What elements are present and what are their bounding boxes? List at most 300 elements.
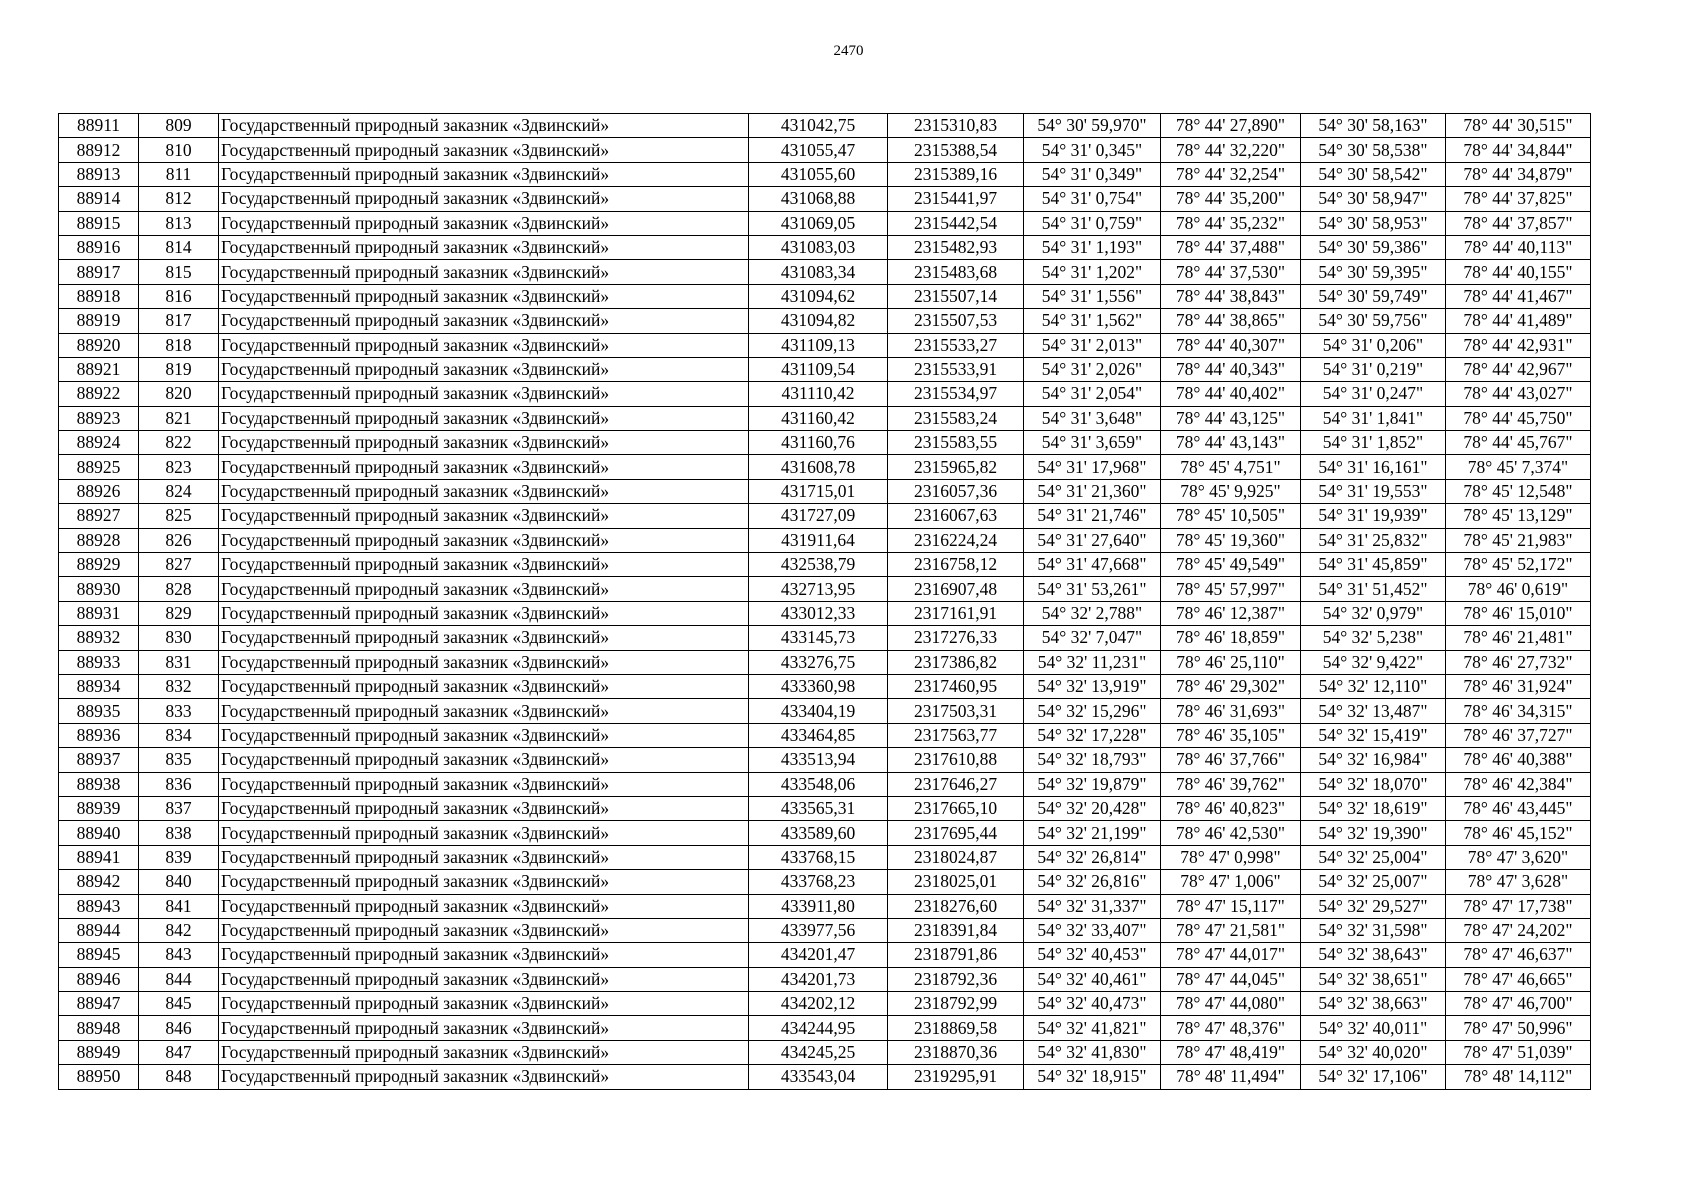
point-number-cell: 839 [139, 845, 219, 869]
table-row [59, 1065, 1591, 1089]
latitude-1-cell: 54° 31' 1,562" [1024, 309, 1161, 333]
table-row [59, 626, 1591, 650]
row-number-cell: 88921 [59, 357, 139, 381]
longitude-1-cell: 78° 44' 35,200" [1161, 187, 1301, 211]
latitude-1-cell: 54° 32' 13,919" [1024, 674, 1161, 698]
longitude-2-cell: 78° 44' 34,879" [1446, 162, 1591, 186]
latitude-2-cell: 54° 32' 19,390" [1301, 821, 1446, 845]
table-row [59, 235, 1591, 259]
longitude-1-cell: 78° 44' 32,220" [1161, 138, 1301, 162]
coord-x-cell: 431608,78 [749, 455, 888, 479]
longitude-1-cell: 78° 44' 40,402" [1161, 382, 1301, 406]
coord-x-cell: 432538,79 [749, 553, 888, 577]
point-number-cell: 810 [139, 138, 219, 162]
latitude-2-cell: 54° 30' 59,749" [1301, 284, 1446, 308]
longitude-2-cell: 78° 46' 43,445" [1446, 796, 1591, 820]
latitude-2-cell: 54° 30' 59,756" [1301, 309, 1446, 333]
table-row [59, 504, 1591, 528]
territory-name-cell: Государственный природный заказник «Здвинский» [219, 748, 749, 772]
coord-x-cell: 431068,88 [749, 187, 888, 211]
latitude-1-cell: 54° 32' 33,407" [1024, 918, 1161, 942]
coord-y-cell: 2315965,82 [888, 455, 1024, 479]
coord-y-cell: 2318792,99 [888, 992, 1024, 1016]
coord-x-cell: 431042,75 [749, 114, 888, 138]
coord-y-cell: 2318276,60 [888, 894, 1024, 918]
territory-name-cell: Государственный природный заказник «Здвинский» [219, 528, 749, 552]
latitude-2-cell: 54° 31' 0,206" [1301, 333, 1446, 357]
longitude-2-cell: 78° 46' 37,727" [1446, 723, 1591, 747]
point-number-cell: 811 [139, 162, 219, 186]
latitude-1-cell: 54° 32' 26,816" [1024, 870, 1161, 894]
row-number-cell: 88950 [59, 1065, 139, 1089]
coord-x-cell: 431094,82 [749, 309, 888, 333]
row-number-cell: 88924 [59, 431, 139, 455]
table-row [59, 699, 1591, 723]
table-row [59, 821, 1591, 845]
territory-name-cell: Государственный природный заказник «Здвинский» [219, 796, 749, 820]
latitude-1-cell: 54° 32' 18,793" [1024, 748, 1161, 772]
coord-x-cell: 433589,60 [749, 821, 888, 845]
table-row [59, 260, 1591, 284]
table-row [59, 894, 1591, 918]
longitude-2-cell: 78° 44' 37,857" [1446, 211, 1591, 235]
table-row [59, 772, 1591, 796]
longitude-1-cell: 78° 44' 37,530" [1161, 260, 1301, 284]
latitude-1-cell: 54° 31' 1,193" [1024, 235, 1161, 259]
table-row [59, 284, 1591, 308]
latitude-2-cell: 54° 32' 29,527" [1301, 894, 1446, 918]
longitude-2-cell: 78° 44' 42,931" [1446, 333, 1591, 357]
row-number-cell: 88917 [59, 260, 139, 284]
latitude-2-cell: 54° 31' 0,219" [1301, 357, 1446, 381]
latitude-1-cell: 54° 32' 40,453" [1024, 943, 1161, 967]
longitude-2-cell: 78° 44' 45,750" [1446, 406, 1591, 430]
row-number-cell: 88925 [59, 455, 139, 479]
latitude-1-cell: 54° 31' 3,648" [1024, 406, 1161, 430]
point-number-cell: 813 [139, 211, 219, 235]
coord-y-cell: 2318870,36 [888, 1040, 1024, 1064]
latitude-2-cell: 54° 31' 19,939" [1301, 504, 1446, 528]
territory-name-cell: Государственный природный заказник «Здвинский» [219, 1040, 749, 1064]
table-row [59, 967, 1591, 991]
latitude-1-cell: 54° 31' 53,261" [1024, 577, 1161, 601]
longitude-1-cell: 78° 44' 43,143" [1161, 431, 1301, 455]
table-row [59, 406, 1591, 430]
point-number-cell: 828 [139, 577, 219, 601]
table-row [59, 943, 1591, 967]
row-number-cell: 88914 [59, 187, 139, 211]
latitude-1-cell: 54° 32' 41,821" [1024, 1016, 1161, 1040]
longitude-2-cell: 78° 47' 50,996" [1446, 1016, 1591, 1040]
coord-y-cell: 2315583,24 [888, 406, 1024, 430]
table-row [59, 162, 1591, 186]
row-number-cell: 88912 [59, 138, 139, 162]
table-row [59, 114, 1591, 138]
longitude-2-cell: 78° 48' 14,112" [1446, 1065, 1591, 1089]
table-row [59, 138, 1591, 162]
latitude-1-cell: 54° 31' 21,746" [1024, 504, 1161, 528]
longitude-1-cell: 78° 46' 39,762" [1161, 772, 1301, 796]
longitude-1-cell: 78° 46' 12,387" [1161, 601, 1301, 625]
coord-x-cell: 431109,54 [749, 357, 888, 381]
territory-name-cell: Государственный природный заказник «Здвинский» [219, 162, 749, 186]
coord-y-cell: 2315482,93 [888, 235, 1024, 259]
longitude-2-cell: 78° 47' 46,700" [1446, 992, 1591, 1016]
coord-x-cell: 433768,23 [749, 870, 888, 894]
latitude-2-cell: 54° 30' 59,386" [1301, 235, 1446, 259]
longitude-2-cell: 78° 47' 3,620" [1446, 845, 1591, 869]
coord-y-cell: 2315483,68 [888, 260, 1024, 284]
longitude-1-cell: 78° 47' 48,376" [1161, 1016, 1301, 1040]
point-number-cell: 848 [139, 1065, 219, 1089]
point-number-cell: 827 [139, 553, 219, 577]
longitude-2-cell: 78° 44' 40,155" [1446, 260, 1591, 284]
longitude-2-cell: 78° 45' 12,548" [1446, 479, 1591, 503]
latitude-2-cell: 54° 32' 40,011" [1301, 1016, 1446, 1040]
longitude-2-cell: 78° 44' 34,844" [1446, 138, 1591, 162]
longitude-1-cell: 78° 47' 44,045" [1161, 967, 1301, 991]
table-row [59, 479, 1591, 503]
longitude-1-cell: 78° 47' 21,581" [1161, 918, 1301, 942]
point-number-cell: 836 [139, 772, 219, 796]
point-number-cell: 837 [139, 796, 219, 820]
coord-y-cell: 2317386,82 [888, 650, 1024, 674]
coord-y-cell: 2317563,77 [888, 723, 1024, 747]
longitude-1-cell: 78° 46' 35,105" [1161, 723, 1301, 747]
point-number-cell: 812 [139, 187, 219, 211]
latitude-2-cell: 54° 32' 5,238" [1301, 626, 1446, 650]
point-number-cell: 820 [139, 382, 219, 406]
coord-y-cell: 2316057,36 [888, 479, 1024, 503]
row-number-cell: 88927 [59, 504, 139, 528]
latitude-1-cell: 54° 32' 21,199" [1024, 821, 1161, 845]
latitude-2-cell: 54° 32' 15,419" [1301, 723, 1446, 747]
territory-name-cell: Государственный природный заказник «Здвинский» [219, 870, 749, 894]
longitude-1-cell: 78° 46' 29,302" [1161, 674, 1301, 698]
coord-x-cell: 432713,95 [749, 577, 888, 601]
point-number-cell: 815 [139, 260, 219, 284]
coord-y-cell: 2315507,53 [888, 309, 1024, 333]
row-number-cell: 88913 [59, 162, 139, 186]
territory-name-cell: Государственный природный заказник «Здвинский» [219, 723, 749, 747]
territory-name-cell: Государственный природный заказник «Здвинский» [219, 577, 749, 601]
row-number-cell: 88915 [59, 211, 139, 235]
latitude-1-cell: 54° 32' 40,473" [1024, 992, 1161, 1016]
latitude-2-cell: 54° 32' 38,663" [1301, 992, 1446, 1016]
longitude-1-cell: 78° 46' 42,530" [1161, 821, 1301, 845]
territory-name-cell: Государственный природный заказник «Здвинский» [219, 626, 749, 650]
coord-y-cell: 2318792,36 [888, 967, 1024, 991]
latitude-1-cell: 54° 31' 0,754" [1024, 187, 1161, 211]
latitude-1-cell: 54° 31' 2,054" [1024, 382, 1161, 406]
territory-name-cell: Государственный природный заказник «Здвинский» [219, 357, 749, 381]
coord-x-cell: 433360,98 [749, 674, 888, 698]
coord-x-cell: 431160,42 [749, 406, 888, 430]
longitude-2-cell: 78° 44' 30,515" [1446, 114, 1591, 138]
longitude-1-cell: 78° 47' 15,117" [1161, 894, 1301, 918]
latitude-2-cell: 54° 31' 0,247" [1301, 382, 1446, 406]
coord-y-cell: 2315389,16 [888, 162, 1024, 186]
longitude-1-cell: 78° 44' 38,843" [1161, 284, 1301, 308]
longitude-2-cell: 78° 46' 40,388" [1446, 748, 1591, 772]
coord-y-cell: 2318791,86 [888, 943, 1024, 967]
row-number-cell: 88945 [59, 943, 139, 967]
coord-y-cell: 2318025,01 [888, 870, 1024, 894]
row-number-cell: 88943 [59, 894, 139, 918]
coord-x-cell: 431055,60 [749, 162, 888, 186]
territory-name-cell: Государственный природный заказник «Здвинский» [219, 504, 749, 528]
latitude-1-cell: 54° 32' 11,231" [1024, 650, 1161, 674]
point-number-cell: 833 [139, 699, 219, 723]
latitude-2-cell: 54° 32' 0,979" [1301, 601, 1446, 625]
territory-name-cell: Государственный природный заказник «Здвинский» [219, 772, 749, 796]
coord-y-cell: 2315507,14 [888, 284, 1024, 308]
point-number-cell: 843 [139, 943, 219, 967]
row-number-cell: 88937 [59, 748, 139, 772]
coord-y-cell: 2317161,91 [888, 601, 1024, 625]
latitude-1-cell: 54° 32' 17,228" [1024, 723, 1161, 747]
table-row [59, 723, 1591, 747]
table-body [59, 114, 1591, 1090]
latitude-2-cell: 54° 32' 25,007" [1301, 870, 1446, 894]
latitude-1-cell: 54° 32' 18,915" [1024, 1065, 1161, 1089]
coord-y-cell: 2317610,88 [888, 748, 1024, 772]
longitude-1-cell: 78° 46' 31,693" [1161, 699, 1301, 723]
latitude-2-cell: 54° 31' 51,452" [1301, 577, 1446, 601]
table-row [59, 992, 1591, 1016]
coord-x-cell: 431110,42 [749, 382, 888, 406]
table-row [59, 601, 1591, 625]
point-number-cell: 840 [139, 870, 219, 894]
latitude-1-cell: 54° 31' 47,668" [1024, 553, 1161, 577]
latitude-1-cell: 54° 32' 40,461" [1024, 967, 1161, 991]
coord-x-cell: 431094,62 [749, 284, 888, 308]
longitude-1-cell: 78° 44' 40,307" [1161, 333, 1301, 357]
coord-y-cell: 2315388,54 [888, 138, 1024, 162]
point-number-cell: 817 [139, 309, 219, 333]
longitude-2-cell: 78° 45' 13,129" [1446, 504, 1591, 528]
row-number-cell: 88941 [59, 845, 139, 869]
longitude-1-cell: 78° 46' 25,110" [1161, 650, 1301, 674]
longitude-1-cell: 78° 44' 38,865" [1161, 309, 1301, 333]
latitude-1-cell: 54° 32' 20,428" [1024, 796, 1161, 820]
latitude-2-cell: 54° 32' 18,619" [1301, 796, 1446, 820]
longitude-2-cell: 78° 46' 15,010" [1446, 601, 1591, 625]
territory-name-cell: Государственный природный заказник «Здвинский» [219, 455, 749, 479]
latitude-2-cell: 54° 31' 1,852" [1301, 431, 1446, 455]
longitude-1-cell: 78° 47' 44,080" [1161, 992, 1301, 1016]
longitude-2-cell: 78° 44' 45,767" [1446, 431, 1591, 455]
longitude-2-cell: 78° 47' 51,039" [1446, 1040, 1591, 1064]
point-number-cell: 826 [139, 528, 219, 552]
latitude-1-cell: 54° 30' 59,970" [1024, 114, 1161, 138]
territory-name-cell: Государственный природный заказник «Здвинский» [219, 967, 749, 991]
coord-y-cell: 2317665,10 [888, 796, 1024, 820]
coord-y-cell: 2316758,12 [888, 553, 1024, 577]
coord-y-cell: 2318024,87 [888, 845, 1024, 869]
row-number-cell: 88942 [59, 870, 139, 894]
territory-name-cell: Государственный природный заказник «Здвинский» [219, 1065, 749, 1089]
longitude-1-cell: 78° 47' 44,017" [1161, 943, 1301, 967]
longitude-2-cell: 78° 45' 7,374" [1446, 455, 1591, 479]
longitude-1-cell: 78° 45' 10,505" [1161, 504, 1301, 528]
territory-name-cell: Государственный природный заказник «Здвинский» [219, 309, 749, 333]
territory-name-cell: Государственный природный заказник «Здвинский» [219, 943, 749, 967]
row-number-cell: 88922 [59, 382, 139, 406]
latitude-2-cell: 54° 31' 25,832" [1301, 528, 1446, 552]
coord-y-cell: 2316907,48 [888, 577, 1024, 601]
latitude-2-cell: 54° 32' 9,422" [1301, 650, 1446, 674]
longitude-1-cell: 78° 44' 43,125" [1161, 406, 1301, 430]
longitude-1-cell: 78° 44' 35,232" [1161, 211, 1301, 235]
territory-name-cell: Государственный природный заказник «Здвинский» [219, 601, 749, 625]
coord-x-cell: 434201,73 [749, 967, 888, 991]
row-number-cell: 88923 [59, 406, 139, 430]
table-row [59, 1016, 1591, 1040]
coord-y-cell: 2315533,27 [888, 333, 1024, 357]
point-number-cell: 818 [139, 333, 219, 357]
row-number-cell: 88930 [59, 577, 139, 601]
coord-x-cell: 433543,04 [749, 1065, 888, 1089]
coord-y-cell: 2317460,95 [888, 674, 1024, 698]
coord-y-cell: 2315534,97 [888, 382, 1024, 406]
longitude-2-cell: 78° 46' 21,481" [1446, 626, 1591, 650]
latitude-1-cell: 54° 31' 17,968" [1024, 455, 1161, 479]
coord-y-cell: 2316067,63 [888, 504, 1024, 528]
row-number-cell: 88935 [59, 699, 139, 723]
latitude-2-cell: 54° 32' 40,020" [1301, 1040, 1446, 1064]
point-number-cell: 821 [139, 406, 219, 430]
row-number-cell: 88918 [59, 284, 139, 308]
row-number-cell: 88936 [59, 723, 139, 747]
row-number-cell: 88932 [59, 626, 139, 650]
coord-x-cell: 431083,34 [749, 260, 888, 284]
table-row [59, 553, 1591, 577]
longitude-1-cell: 78° 44' 32,254" [1161, 162, 1301, 186]
territory-name-cell: Государственный природный заказник «Здвинский» [219, 114, 749, 138]
longitude-1-cell: 78° 46' 18,859" [1161, 626, 1301, 650]
coord-x-cell: 431160,76 [749, 431, 888, 455]
territory-name-cell: Государственный природный заказник «Здвинский» [219, 406, 749, 430]
longitude-1-cell: 78° 44' 40,343" [1161, 357, 1301, 381]
row-number-cell: 88928 [59, 528, 139, 552]
table-row [59, 309, 1591, 333]
longitude-1-cell: 78° 44' 27,890" [1161, 114, 1301, 138]
longitude-1-cell: 78° 45' 4,751" [1161, 455, 1301, 479]
latitude-2-cell: 54° 32' 38,643" [1301, 943, 1446, 967]
longitude-2-cell: 78° 44' 40,113" [1446, 235, 1591, 259]
longitude-2-cell: 78° 47' 17,738" [1446, 894, 1591, 918]
latitude-1-cell: 54° 31' 2,013" [1024, 333, 1161, 357]
longitude-2-cell: 78° 44' 42,967" [1446, 357, 1591, 381]
territory-name-cell: Государственный природный заказник «Здвинский» [219, 894, 749, 918]
latitude-2-cell: 54° 30' 58,542" [1301, 162, 1446, 186]
table-row [59, 918, 1591, 942]
longitude-2-cell: 78° 44' 37,825" [1446, 187, 1591, 211]
row-number-cell: 88911 [59, 114, 139, 138]
coord-y-cell: 2315583,55 [888, 431, 1024, 455]
coord-x-cell: 433012,33 [749, 601, 888, 625]
coord-x-cell: 433768,15 [749, 845, 888, 869]
longitude-2-cell: 78° 47' 3,628" [1446, 870, 1591, 894]
table-row [59, 455, 1591, 479]
latitude-1-cell: 54° 32' 15,296" [1024, 699, 1161, 723]
latitude-2-cell: 54° 32' 18,070" [1301, 772, 1446, 796]
coord-y-cell: 2316224,24 [888, 528, 1024, 552]
table-row [59, 211, 1591, 235]
coord-y-cell: 2317276,33 [888, 626, 1024, 650]
longitude-2-cell: 78° 46' 0,619" [1446, 577, 1591, 601]
territory-name-cell: Государственный природный заказник «Здвинский» [219, 284, 749, 308]
longitude-2-cell: 78° 46' 34,315" [1446, 699, 1591, 723]
coordinates-table [58, 113, 1591, 1090]
territory-name-cell: Государственный природный заказник «Здвинский» [219, 1016, 749, 1040]
table-row [59, 674, 1591, 698]
table-row [59, 796, 1591, 820]
latitude-2-cell: 54° 30' 59,395" [1301, 260, 1446, 284]
point-number-cell: 841 [139, 894, 219, 918]
point-number-cell: 816 [139, 284, 219, 308]
territory-name-cell: Государственный природный заказник «Здвинский» [219, 260, 749, 284]
latitude-1-cell: 54° 32' 19,879" [1024, 772, 1161, 796]
table-row [59, 187, 1591, 211]
longitude-2-cell: 78° 44' 41,467" [1446, 284, 1591, 308]
table-row [59, 870, 1591, 894]
coord-x-cell: 434202,12 [749, 992, 888, 1016]
point-number-cell: 847 [139, 1040, 219, 1064]
latitude-1-cell: 54° 31' 2,026" [1024, 357, 1161, 381]
latitude-2-cell: 54° 32' 17,106" [1301, 1065, 1446, 1089]
coord-x-cell: 431069,05 [749, 211, 888, 235]
latitude-1-cell: 54° 31' 1,202" [1024, 260, 1161, 284]
longitude-1-cell: 78° 46' 37,766" [1161, 748, 1301, 772]
longitude-2-cell: 78° 44' 43,027" [1446, 382, 1591, 406]
coord-x-cell: 431055,47 [749, 138, 888, 162]
coord-y-cell: 2317646,27 [888, 772, 1024, 796]
row-number-cell: 88940 [59, 821, 139, 845]
row-number-cell: 88944 [59, 918, 139, 942]
territory-name-cell: Государственный природный заказник «Здвинский» [219, 382, 749, 406]
coord-y-cell: 2318869,58 [888, 1016, 1024, 1040]
latitude-2-cell: 54° 31' 45,859" [1301, 553, 1446, 577]
row-number-cell: 88919 [59, 309, 139, 333]
latitude-2-cell: 54° 32' 25,004" [1301, 845, 1446, 869]
row-number-cell: 88948 [59, 1016, 139, 1040]
point-number-cell: 824 [139, 479, 219, 503]
latitude-1-cell: 54° 31' 21,360" [1024, 479, 1161, 503]
point-number-cell: 830 [139, 626, 219, 650]
longitude-2-cell: 78° 46' 27,732" [1446, 650, 1591, 674]
latitude-1-cell: 54° 32' 26,814" [1024, 845, 1161, 869]
point-number-cell: 825 [139, 504, 219, 528]
row-number-cell: 88939 [59, 796, 139, 820]
point-number-cell: 823 [139, 455, 219, 479]
territory-name-cell: Государственный природный заказник «Здвинский» [219, 674, 749, 698]
coord-x-cell: 434201,47 [749, 943, 888, 967]
coord-y-cell: 2315533,91 [888, 357, 1024, 381]
point-number-cell: 832 [139, 674, 219, 698]
latitude-1-cell: 54° 31' 0,345" [1024, 138, 1161, 162]
longitude-1-cell: 78° 48' 11,494" [1161, 1065, 1301, 1089]
coord-x-cell: 431911,64 [749, 528, 888, 552]
territory-name-cell: Государственный природный заказник «Здвинский» [219, 333, 749, 357]
latitude-1-cell: 54° 32' 7,047" [1024, 626, 1161, 650]
coord-x-cell: 431715,01 [749, 479, 888, 503]
longitude-1-cell: 78° 44' 37,488" [1161, 235, 1301, 259]
latitude-1-cell: 54° 31' 3,659" [1024, 431, 1161, 455]
table-row [59, 431, 1591, 455]
territory-name-cell: Государственный природный заказник «Здвинский» [219, 138, 749, 162]
